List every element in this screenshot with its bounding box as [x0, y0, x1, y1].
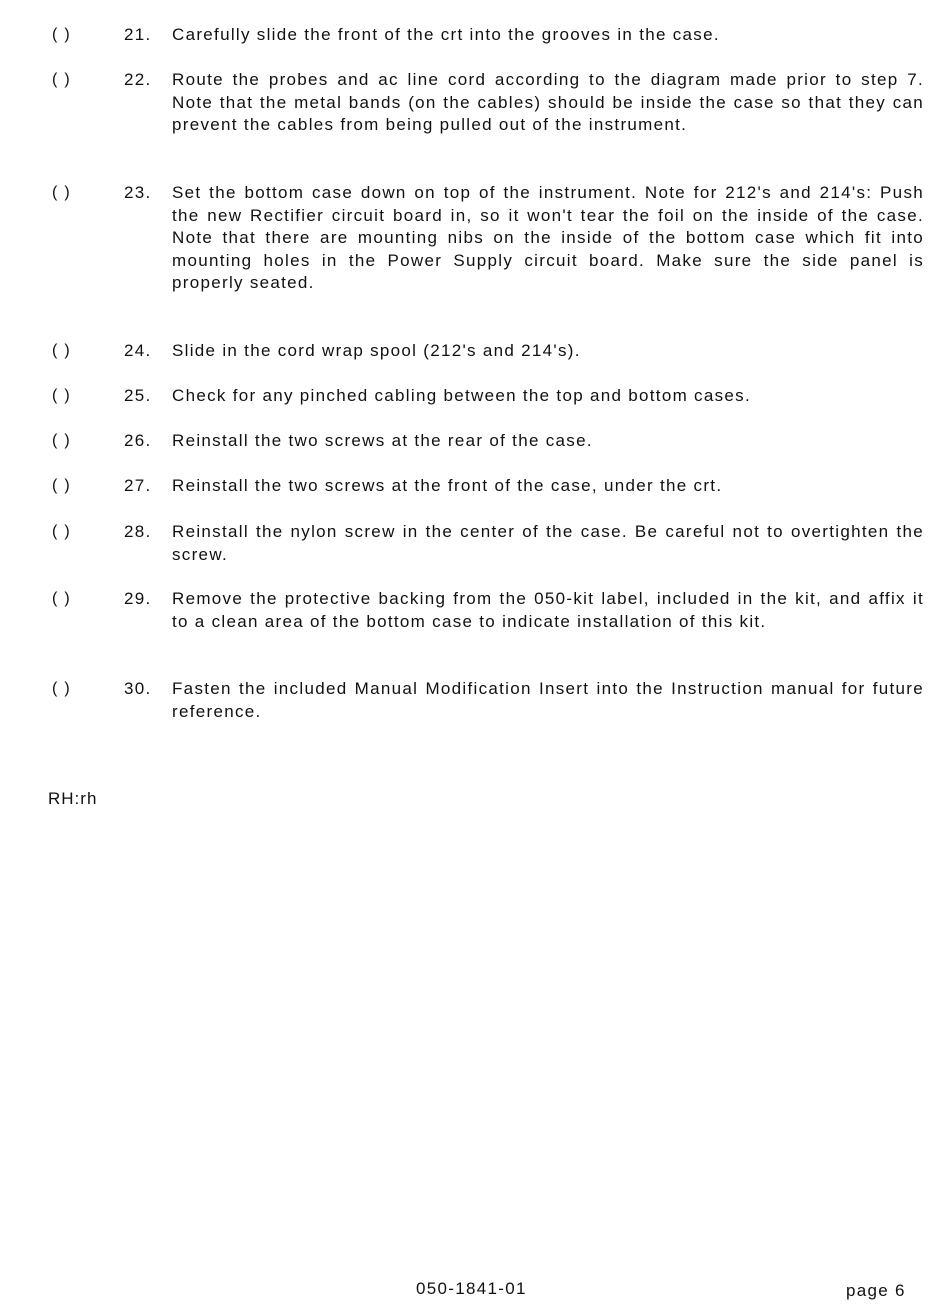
step-number: 25. [124, 386, 152, 405]
step-number: 28. [124, 522, 152, 541]
step-checkbox[interactable]: ( ) [52, 184, 72, 201]
step-checkbox[interactable]: ( ) [52, 71, 72, 88]
step-text: Reinstall the two screws at the rear of the case. [172, 431, 593, 450]
step-checkbox[interactable]: ( ) [52, 432, 72, 449]
step-checkbox[interactable]: ( ) [52, 523, 72, 540]
step-text: Set the bottom case down on top of the instrument. Note for 212's and 214's: Push the new Rectifier circuit board in, so it won't tear the foil on the inside of the case. Note that there are mounting nibs on the inside of the bottom case which fit into mounting holes in the Power Supply circuit board. Make sure the side panel is properly seated. [172, 183, 924, 292]
step-number: 27. [124, 476, 152, 495]
step-text: Route the probes and ac line cord according to the diagram made prior to step 7. Note that the metal bands (on the cables) should be inside the case so that they can prevent the cables from being pulled out of the instrument. [172, 70, 924, 134]
step-text: Reinstall the nylon screw in the center of the case. Be careful not to overtighten the screw. [172, 522, 924, 564]
step-text: Carefully slide the front of the crt into the grooves in the case. [172, 25, 720, 44]
step-text: Reinstall the two screws at the front of the case, under the crt. [172, 476, 723, 495]
step-checkbox[interactable]: ( ) [52, 590, 72, 607]
step-number: 30. [124, 679, 152, 698]
step-number: 29. [124, 589, 152, 608]
step-checkbox[interactable]: ( ) [52, 680, 72, 697]
step-text: Check for any pinched cabling between the top and bottom cases. [172, 386, 751, 405]
step-checkbox[interactable]: ( ) [52, 387, 72, 404]
step-number: 24. [124, 341, 152, 360]
step-number: 21. [124, 25, 152, 44]
step-checkbox[interactable]: ( ) [52, 26, 72, 43]
step-text: Remove the protective backing from the 050-kit label, included in the kit, and affix it to a clean area of the bottom case to indicate installation of this kit. [172, 589, 924, 631]
step-number: 22. [124, 70, 152, 89]
author-initials: RH:rh [48, 789, 98, 808]
step-checkbox[interactable]: ( ) [52, 477, 72, 494]
step-text: Fasten the included Manual Modification Insert into the Instruction manual for future reference. [172, 679, 924, 721]
step-number: 26. [124, 431, 152, 450]
document-number: 050-1841-01 [416, 1279, 527, 1298]
step-text: Slide in the cord wrap spool (212's and 214's). [172, 341, 581, 360]
step-number: 23. [124, 183, 152, 202]
page-number: page 6 [846, 1281, 906, 1300]
step-checkbox[interactable]: ( ) [52, 342, 72, 359]
